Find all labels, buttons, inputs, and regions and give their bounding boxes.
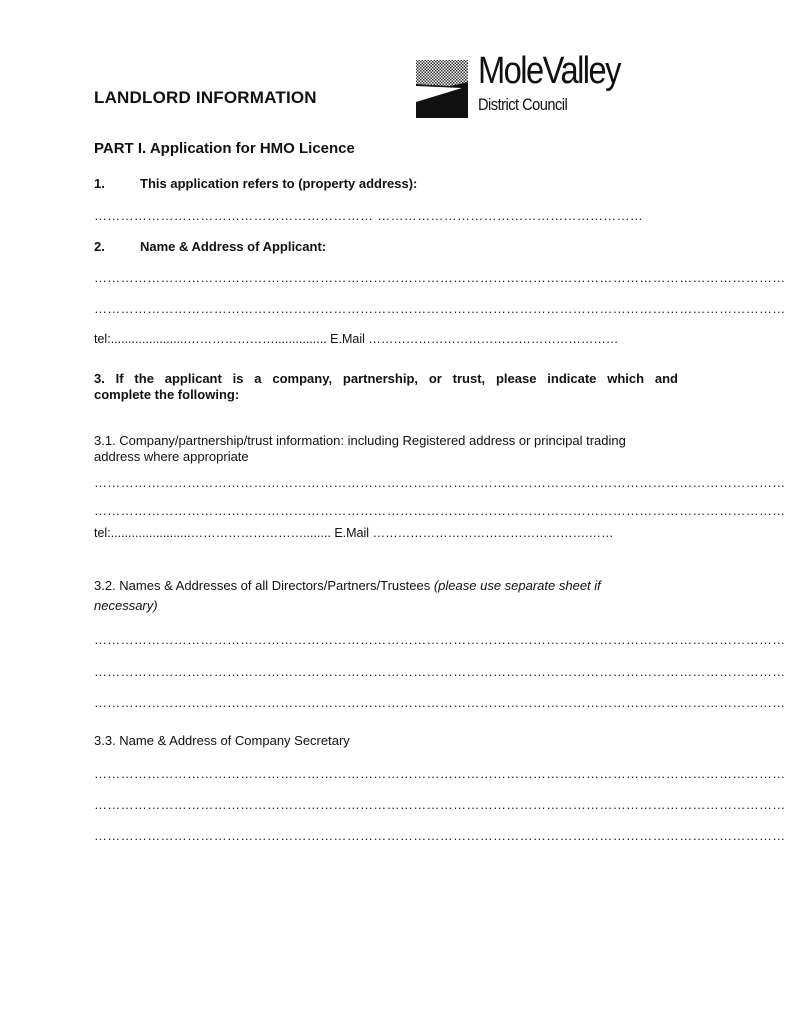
email-label: E.Mail bbox=[334, 526, 370, 540]
q3-3-label: 3.3. Name & Address of Company Secretary bbox=[94, 733, 350, 748]
directors-line-1[interactable]: ………………………………………………………………………………………………………………………………………… bbox=[94, 632, 786, 647]
page-title: LANDLORD INFORMATION bbox=[94, 88, 317, 107]
part-heading: PART I. Application for HMO Licence bbox=[94, 140, 355, 157]
directors-line-2[interactable]: ………………………………………………………………………………………………………………………………………… bbox=[94, 664, 786, 679]
company-info-line-1[interactable]: ………………………………………………………………………………………………………………………………………… bbox=[94, 475, 786, 490]
q2-number: 2. bbox=[94, 239, 105, 254]
logo-emblem-icon bbox=[414, 58, 476, 120]
q3-2-note: (please use separate sheet if bbox=[433, 578, 601, 593]
company-info-line-2[interactable]: ………………………………………………………………………………………………………………………………………… bbox=[94, 503, 786, 518]
directors-line-3[interactable]: ………………………………………………………………………………………………………………………………………… bbox=[94, 695, 786, 710]
secretary-line-2[interactable]: ………………………………………………………………………………………………………………………………………… bbox=[94, 797, 786, 812]
applicant-address-line-2[interactable]: ………………………………………………………………………………………………………………………………………… bbox=[94, 301, 786, 316]
secretary-line-3[interactable]: ………………………………………………………………………………………………………………………………………… bbox=[94, 828, 786, 843]
q1-number: 1. bbox=[94, 176, 105, 191]
q3-2-note-line-2: necessary) bbox=[94, 598, 158, 613]
tel-label: tel: bbox=[94, 526, 111, 540]
company-tel-field[interactable]: .......................………………………........ bbox=[110, 526, 331, 540]
q3-1-line-2: address where appropriate bbox=[94, 449, 249, 464]
company-contact-row bbox=[94, 526, 670, 540]
q3-line-2: complete the following: bbox=[94, 387, 240, 402]
q1-label: This application refers to (property address): bbox=[140, 176, 418, 191]
email-label: E.Mail bbox=[330, 332, 365, 346]
q3-line-1: 3. If the applicant is a company, partnership, or trust, please indicate which and bbox=[94, 371, 678, 386]
company-email-field[interactable]: …………………………………………….…… bbox=[372, 526, 614, 540]
applicant-contact-row bbox=[94, 332, 670, 346]
applicant-address-line-1[interactable]: ………………………………………………………………………………………………………………………………………… bbox=[94, 270, 786, 285]
q3-2-line-1 bbox=[94, 578, 678, 594]
applicant-email-field[interactable]: …………………………………………………… bbox=[368, 332, 619, 346]
secretary-line-1[interactable]: ………………………………………………………………………………………………………………………………………… bbox=[94, 766, 786, 781]
q3-1-line-1: 3.1. Company/partnership/trust information: including Registered address or principal trading bbox=[94, 433, 626, 448]
q2-label: Name & Address of Applicant: bbox=[140, 239, 327, 254]
applicant-tel-field[interactable]: ......................…………………............... bbox=[110, 332, 327, 346]
logo-subtitle: District Council bbox=[478, 95, 568, 114]
property-address-field[interactable]: ……………………………………………………… …………………………………………………… bbox=[94, 208, 644, 223]
q3-2-text: 3.2. Names & Addresses of all Directors/Partners/Trustees bbox=[94, 578, 431, 593]
logo-name: MoleValley bbox=[478, 50, 620, 92]
tel-label: tel: bbox=[94, 332, 111, 346]
